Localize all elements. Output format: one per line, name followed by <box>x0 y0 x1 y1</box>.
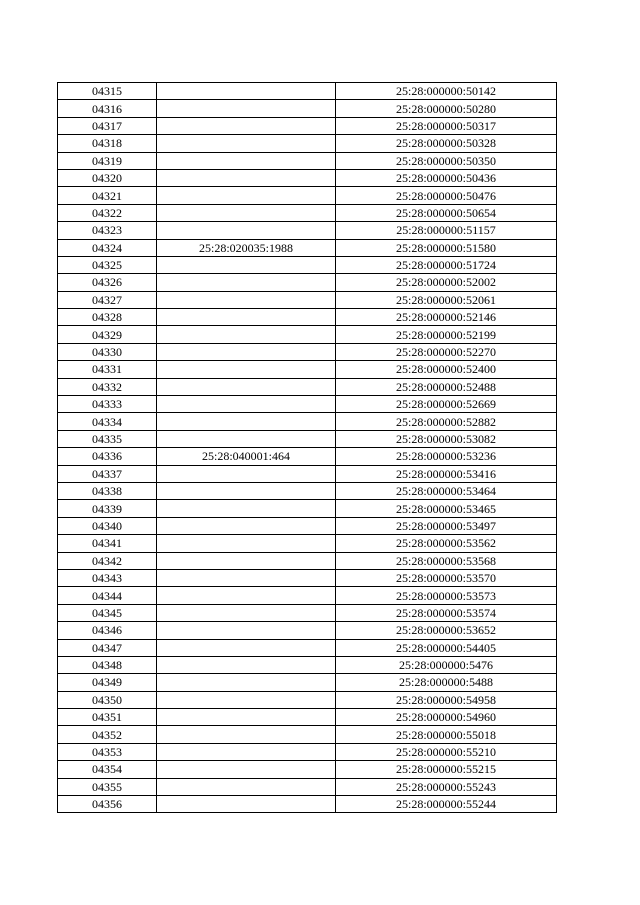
cadastral-number-cell: 25:28:000000:53652 <box>336 622 557 639</box>
cadastral-number-cell: 25:28:000000:54405 <box>336 639 557 656</box>
previous-number-cell <box>157 552 336 569</box>
previous-number-cell <box>157 743 336 760</box>
previous-number-cell <box>157 222 336 239</box>
previous-number-cell <box>157 622 336 639</box>
row-number-cell: 04350 <box>58 691 157 708</box>
row-number-cell: 04347 <box>58 639 157 656</box>
row-number-cell: 04343 <box>58 569 157 586</box>
table-row <box>58 326 557 343</box>
previous-number-cell <box>157 517 336 534</box>
row-number-cell: 04327 <box>58 291 157 308</box>
cadastral-number-cell: 25:28:000000:53497 <box>336 517 557 534</box>
previous-number-cell <box>157 569 336 586</box>
previous-number-cell <box>157 135 336 152</box>
row-number-cell: 04338 <box>58 482 157 499</box>
cadastral-number-cell: 25:28:000000:53568 <box>336 552 557 569</box>
table-row <box>58 274 557 291</box>
cadastral-number-cell: 25:28:000000:50328 <box>336 135 557 152</box>
table-row <box>58 169 557 186</box>
cadastral-number-cell: 25:28:000000:53465 <box>336 500 557 517</box>
row-number-cell: 04328 <box>58 309 157 326</box>
previous-number-cell <box>157 604 336 621</box>
table-row <box>58 256 557 273</box>
cadastral-number-cell: 25:28:000000:51157 <box>336 222 557 239</box>
row-number-cell: 04324 <box>58 239 157 256</box>
row-number-cell: 04333 <box>58 396 157 413</box>
cadastral-number-cell: 25:28:000000:50476 <box>336 187 557 204</box>
table-row <box>58 587 557 604</box>
cadastral-number-cell: 25:28:000000:52061 <box>336 291 557 308</box>
row-number-cell: 04339 <box>58 500 157 517</box>
table-row <box>58 761 557 778</box>
cadastral-number-cell: 25:28:000000:51724 <box>336 256 557 273</box>
cadastral-number-cell: 25:28:000000:5488 <box>336 674 557 691</box>
previous-number-cell <box>157 152 336 169</box>
cadastral-number-cell: 25:28:000000:52882 <box>336 413 557 430</box>
table-row <box>58 291 557 308</box>
previous-number-cell <box>157 326 336 343</box>
previous-number-cell <box>157 761 336 778</box>
previous-number-cell <box>157 291 336 308</box>
row-number-cell: 04319 <box>58 152 157 169</box>
cadastral-number-cell: 25:28:000000:53574 <box>336 604 557 621</box>
table-row <box>58 413 557 430</box>
previous-number-cell <box>157 361 336 378</box>
row-number-cell: 04332 <box>58 378 157 395</box>
cadastral-number-cell: 25:28:000000:54960 <box>336 709 557 726</box>
previous-number-cell <box>157 796 336 813</box>
previous-number-cell <box>157 256 336 273</box>
table-row <box>58 222 557 239</box>
previous-number-cell <box>157 396 336 413</box>
previous-number-cell <box>157 343 336 360</box>
previous-number-cell: 25:28:040001:464 <box>157 448 336 465</box>
table-row <box>58 448 557 465</box>
cadastral-number-cell: 25:28:000000:50350 <box>336 152 557 169</box>
table-row <box>58 743 557 760</box>
cadastral-number-cell: 25:28:000000:55018 <box>336 726 557 743</box>
table-row <box>58 656 557 673</box>
table-row <box>58 604 557 621</box>
row-number-cell: 04355 <box>58 778 157 795</box>
row-number-cell: 04349 <box>58 674 157 691</box>
previous-number-cell <box>157 100 336 117</box>
cadastral-number-cell: 25:28:000000:50436 <box>336 169 557 186</box>
table-row <box>58 796 557 813</box>
table-row <box>58 204 557 221</box>
previous-number-cell <box>157 204 336 221</box>
previous-number-cell <box>157 500 336 517</box>
table-row <box>58 309 557 326</box>
table-row <box>58 465 557 482</box>
row-number-cell: 04336 <box>58 448 157 465</box>
previous-number-cell <box>157 413 336 430</box>
row-number-cell: 04337 <box>58 465 157 482</box>
cadastral-table <box>57 82 557 813</box>
table-row <box>58 361 557 378</box>
table-row <box>58 726 557 743</box>
cadastral-number-cell: 25:28:000000:51580 <box>336 239 557 256</box>
row-number-cell: 04346 <box>58 622 157 639</box>
previous-number-cell <box>157 691 336 708</box>
cadastral-number-cell: 25:28:000000:54958 <box>336 691 557 708</box>
table-row <box>58 500 557 517</box>
table-row <box>58 639 557 656</box>
cadastral-number-cell: 25:28:000000:52002 <box>336 274 557 291</box>
cadastral-number-cell: 25:28:000000:52199 <box>336 326 557 343</box>
table-row <box>58 117 557 134</box>
row-number-cell: 04321 <box>58 187 157 204</box>
table-row <box>58 709 557 726</box>
previous-number-cell <box>157 430 336 447</box>
cadastral-number-cell: 25:28:000000:53236 <box>336 448 557 465</box>
table-row <box>58 343 557 360</box>
previous-number-cell <box>157 169 336 186</box>
previous-number-cell <box>157 639 336 656</box>
cadastral-number-cell: 25:28:000000:53082 <box>336 430 557 447</box>
cadastral-number-cell: 25:28:000000:55244 <box>336 796 557 813</box>
table-row <box>58 482 557 499</box>
previous-number-cell <box>157 187 336 204</box>
row-number-cell: 04326 <box>58 274 157 291</box>
row-number-cell: 04320 <box>58 169 157 186</box>
previous-number-cell <box>157 309 336 326</box>
row-number-cell: 04315 <box>58 83 157 100</box>
cadastral-number-cell: 25:28:000000:53416 <box>336 465 557 482</box>
cadastral-number-cell: 25:28:000000:50317 <box>336 117 557 134</box>
cadastral-number-cell: 25:28:000000:53464 <box>336 482 557 499</box>
row-number-cell: 04323 <box>58 222 157 239</box>
row-number-cell: 04318 <box>58 135 157 152</box>
previous-number-cell <box>157 656 336 673</box>
previous-number-cell <box>157 709 336 726</box>
table-row <box>58 239 557 256</box>
cadastral-number-cell: 25:28:000000:53562 <box>336 535 557 552</box>
row-number-cell: 04353 <box>58 743 157 760</box>
row-number-cell: 04344 <box>58 587 157 604</box>
cadastral-number-cell: 25:28:000000:50142 <box>336 83 557 100</box>
cadastral-number-cell: 25:28:000000:52400 <box>336 361 557 378</box>
cadastral-number-cell: 25:28:000000:55210 <box>336 743 557 760</box>
row-number-cell: 04325 <box>58 256 157 273</box>
row-number-cell: 04317 <box>58 117 157 134</box>
table-row <box>58 552 557 569</box>
row-number-cell: 04345 <box>58 604 157 621</box>
row-number-cell: 04330 <box>58 343 157 360</box>
previous-number-cell <box>157 535 336 552</box>
cadastral-number-cell: 25:28:000000:52488 <box>336 378 557 395</box>
row-number-cell: 04348 <box>58 656 157 673</box>
previous-number-cell <box>157 465 336 482</box>
cadastral-number-cell: 25:28:000000:53573 <box>336 587 557 604</box>
cadastral-number-cell: 25:28:000000:53570 <box>336 569 557 586</box>
previous-number-cell <box>157 778 336 795</box>
table-row <box>58 187 557 204</box>
table-row <box>58 430 557 447</box>
table-row <box>58 778 557 795</box>
previous-number-cell <box>157 83 336 100</box>
table-row <box>58 535 557 552</box>
cadastral-number-cell: 25:28:000000:55243 <box>336 778 557 795</box>
cadastral-number-cell: 25:28:000000:52270 <box>336 343 557 360</box>
table-row <box>58 83 557 100</box>
row-number-cell: 04322 <box>58 204 157 221</box>
row-number-cell: 04334 <box>58 413 157 430</box>
row-number-cell: 04329 <box>58 326 157 343</box>
cadastral-number-cell: 25:28:000000:52669 <box>336 396 557 413</box>
table-row <box>58 135 557 152</box>
cadastral-number-cell: 25:28:000000:52146 <box>336 309 557 326</box>
previous-number-cell <box>157 482 336 499</box>
row-number-cell: 04351 <box>58 709 157 726</box>
table-row <box>58 152 557 169</box>
cadastral-number-cell: 25:28:000000:50654 <box>336 204 557 221</box>
previous-number-cell <box>157 274 336 291</box>
row-number-cell: 04356 <box>58 796 157 813</box>
table-row <box>58 622 557 639</box>
table-row <box>58 517 557 534</box>
previous-number-cell <box>157 117 336 134</box>
table-row <box>58 674 557 691</box>
table-row <box>58 569 557 586</box>
cadastral-number-cell: 25:28:000000:50280 <box>336 100 557 117</box>
previous-number-cell: 25:28:020035:1988 <box>157 239 336 256</box>
previous-number-cell <box>157 378 336 395</box>
table-row <box>58 691 557 708</box>
table-row <box>58 100 557 117</box>
row-number-cell: 04340 <box>58 517 157 534</box>
row-number-cell: 04354 <box>58 761 157 778</box>
table-row <box>58 378 557 395</box>
row-number-cell: 04316 <box>58 100 157 117</box>
table-row <box>58 396 557 413</box>
row-number-cell: 04331 <box>58 361 157 378</box>
cadastral-number-cell: 25:28:000000:5476 <box>336 656 557 673</box>
row-number-cell: 04341 <box>58 535 157 552</box>
previous-number-cell <box>157 674 336 691</box>
cadastral-number-cell: 25:28:000000:55215 <box>336 761 557 778</box>
row-number-cell: 04342 <box>58 552 157 569</box>
row-number-cell: 04335 <box>58 430 157 447</box>
previous-number-cell <box>157 726 336 743</box>
row-number-cell: 04352 <box>58 726 157 743</box>
table-body <box>58 83 557 813</box>
previous-number-cell <box>157 587 336 604</box>
